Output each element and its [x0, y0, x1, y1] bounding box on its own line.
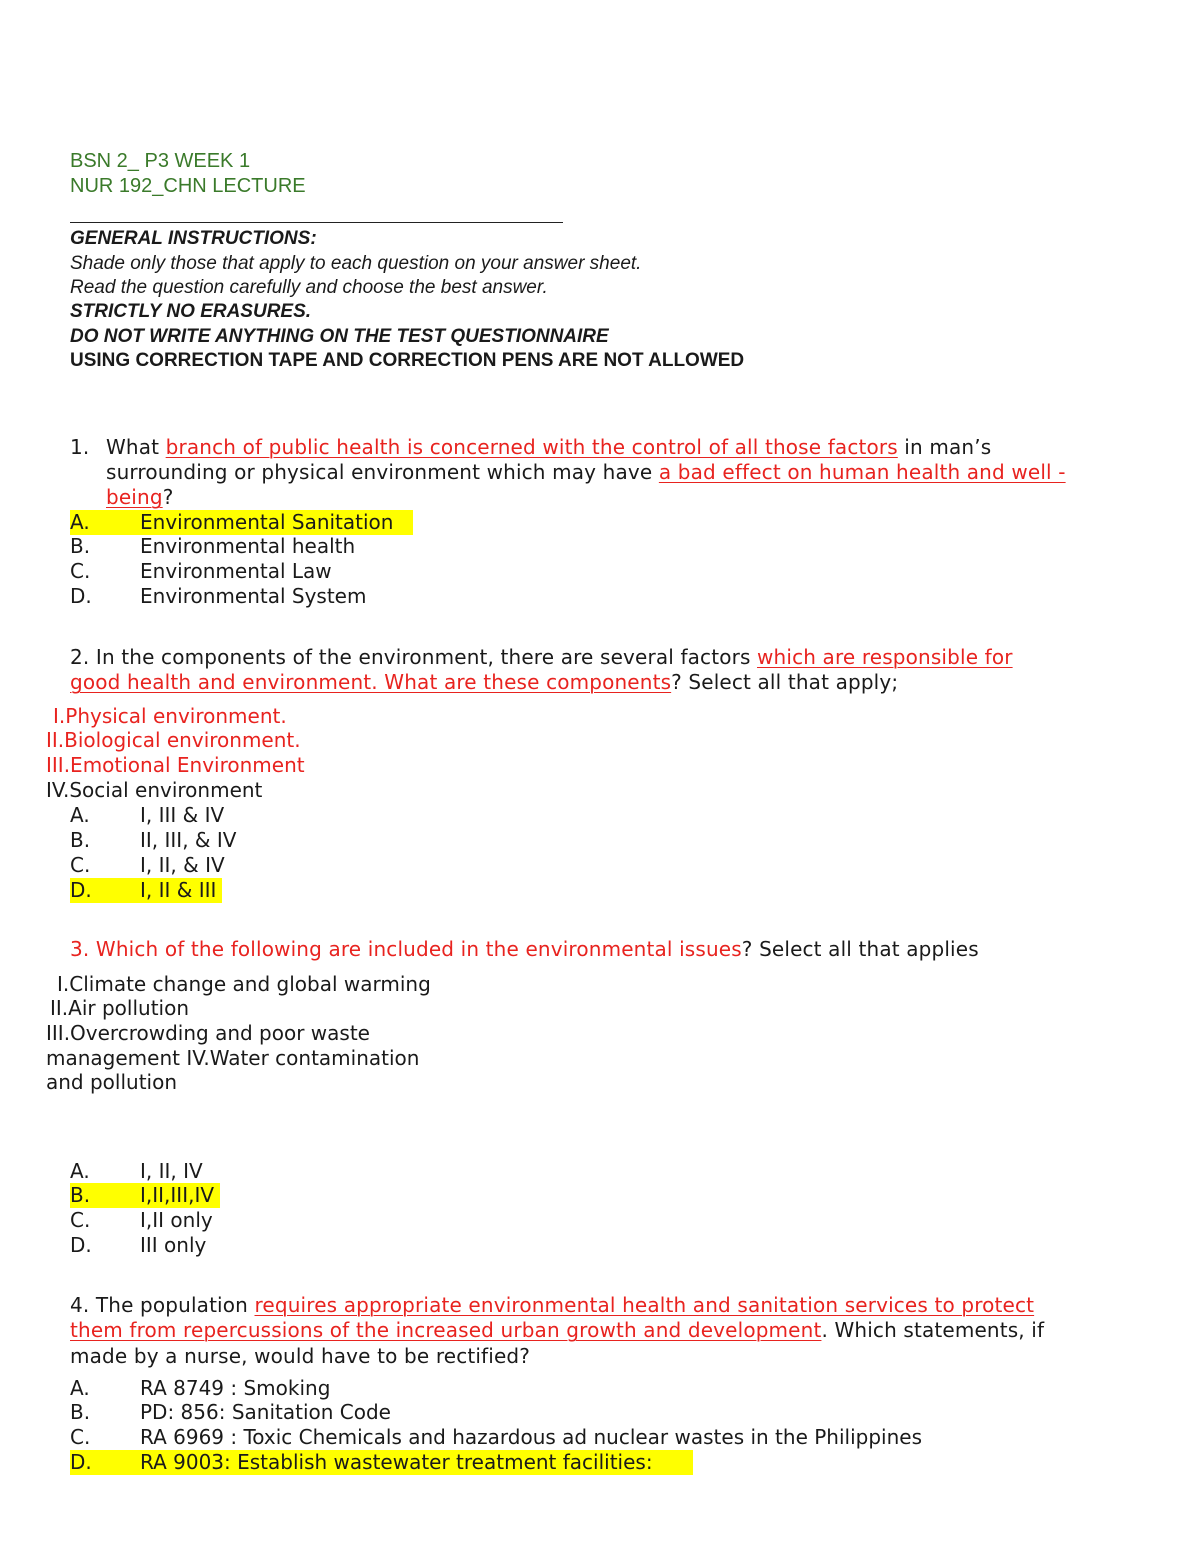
answer-option: A. Environmental Sanitation: [70, 510, 413, 535]
question-number: 1.: [70, 435, 90, 459]
answer-option: D. RA 9003: Establish wastewater treatment facilities:: [70, 1450, 693, 1475]
question-3-line: 3. Which of the following are included in the environmental issues? Select all that applies: [70, 937, 979, 961]
course-header-line2: NUR 192_CHN LECTURE: [70, 175, 306, 197]
course-header-line1: BSN 2_ P3 WEEK 1: [70, 150, 251, 172]
component-item: I.Physical environment.: [53, 704, 287, 728]
issue-item: and pollution: [46, 1070, 178, 1094]
issue-item: II.Air pollution: [50, 996, 190, 1020]
document-page: BSN 2_ P3 WEEK 1 NUR 192_CHN LECTURE GENERAL INSTRUCTIONS: Shade only those that apply to each question on your answer sheet. Read the question carefully and choose the best answer. STRICTLY NO ERASURES. DO NOT WRITE ANYTHING ON THE TEST QUESTIONNAIRE USING CORRECTION TAPE AND CORRECTION PENS ARE NOT ALLOWED 1. What branch of public health is concerned with the control of all those factors in man’s surrounding or physical environment which may have a bad effect on human health and well - being? A. Environmental Sanitation B. Environmental health C. Environmental Law D. Environmental System 2. In the components of the environment, there are several factors which are responsible for good health and environment. What are these components? Select all that apply; I.Physical environment. II.Biological environment. III.Emotional Environment IV.Social environment A. I, III & IV B. II, III, & IV C. I, II, & IV D. I, II & III 3. Which of the following are included in the environmental issues? Select all that applies I.Climate change and global warming II.Air pollution III.Overcrowding and poor waste management IV.Water contamination and pollution A. I, II, IV B. I,II,III,IV C. I,II only D. III only 4. The population requires appropriate environmental health and sanitation services to protect them from repercussions of the increased urban growth and development. Which statements, if made by a nurse, would have to be rectified? A. RA 8749 : Smoking B. PD: 856: Sanitation Code C. RA 6969 : Toxic Chemicals and hazardous ad nuclear wastes in the Philippines D. RA 9003: Establish wastewater treatment facilities:: [46, 150, 1066, 1474]
header-divider: [70, 222, 563, 223]
question-1-line: surrounding or physical environment which may have a bad effect on human health and well -: [106, 460, 1066, 484]
answer-option: D. I, II & III: [70, 878, 222, 903]
instruction-line: Read the question carefully and choose the best answer.: [70, 277, 548, 298]
instruction-line: DO NOT WRITE ANYTHING ON THE TEST QUESTIONNAIRE: [70, 326, 609, 347]
question-4-line: 4. The population requires appropriate environmental health and sanitation services to protect: [70, 1293, 1035, 1317]
instruction-line: USING CORRECTION TAPE AND CORRECTION PENS ARE NOT ALLOWED: [70, 350, 745, 371]
question-1-line: What branch of public health is concerned with the control of all those factors in man’s: [106, 435, 992, 459]
issue-item: I.Climate change and global warming: [57, 972, 431, 996]
component-item: III.Emotional Environment: [46, 753, 305, 777]
question-1-line: being?: [106, 485, 174, 509]
instruction-line: Shade only those that apply to each question on your answer sheet.: [70, 253, 642, 274]
issue-item: III.Overcrowding and poor waste: [46, 1021, 370, 1045]
answer-option: B. I,II,III,IV: [70, 1183, 220, 1208]
component-item: II.Biological environment.: [46, 728, 301, 752]
question-2-line: good health and environment. What are these components? Select all that apply;: [70, 670, 899, 694]
instructions-title: GENERAL INSTRUCTIONS:: [70, 228, 317, 249]
issue-item: management IV.Water contamination: [46, 1046, 420, 1070]
instruction-line: STRICTLY NO ERASURES.: [70, 301, 312, 322]
question-2-line: 2. In the components of the environment, there are several factors which are responsible for: [70, 645, 1013, 669]
question-4-line: made by a nurse, would have to be rectified?: [70, 1344, 531, 1368]
component-item: IV.Social environment: [46, 778, 263, 802]
question-4-line: them from repercussions of the increased urban growth and development. Which statements, if: [70, 1318, 1045, 1342]
